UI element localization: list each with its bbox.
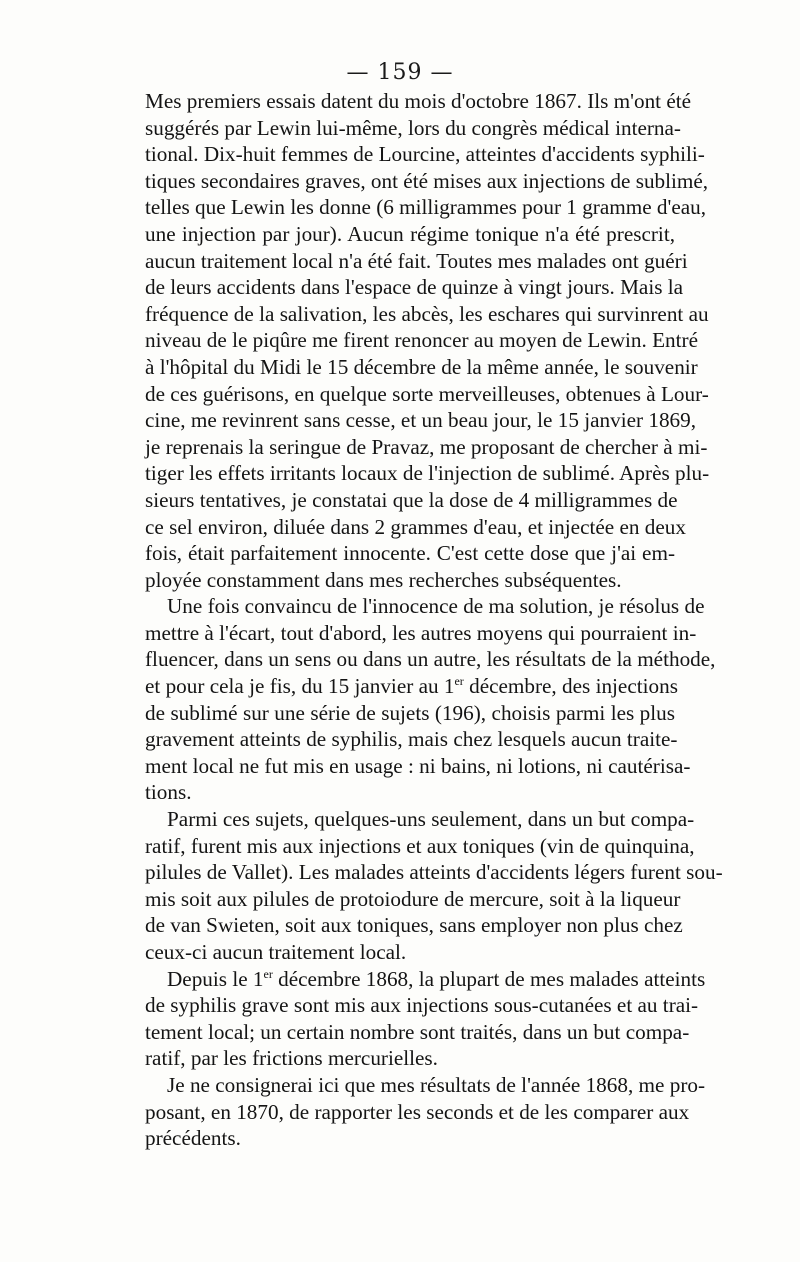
text-line: ment local ne fut mis en usage : ni bains, ni lotions, ni cautérisa- bbox=[145, 753, 691, 778]
text-line: niveau de le piqûre me firent renoncer au moyen de Lewin. Entré bbox=[145, 328, 698, 353]
text-line: tement local; un certain nombre sont traités, dans un but compa- bbox=[145, 1019, 690, 1044]
text-line: pilules de Vallet). Les malades atteints d'accidents légers furent sou- bbox=[145, 860, 723, 885]
text-line: ce sel environ, diluée dans 2 grammes d'eau, et injectée en deux bbox=[145, 514, 686, 539]
text-line: tiques secondaires graves, ont été mises aux injections de sublimé, bbox=[145, 168, 709, 193]
text-line: Mes premiers essais datent du mois d'octobre 1867. Ils m'ont été bbox=[145, 89, 692, 113]
text-line: suggérés par Lewin lui-même, lors du congrès médical interna- bbox=[145, 115, 681, 140]
text-line: Une fois convaincu de l'innocence de ma solution, je résolus de bbox=[167, 594, 705, 619]
paragraph bbox=[145, 88, 710, 593]
text-line: telles que Lewin les donne (6 milligrammes pour 1 gramme d'eau, bbox=[145, 195, 707, 220]
text-line: de ces guérisons, en quelque sorte merveilleuses, obtenues à Lour- bbox=[145, 381, 709, 406]
text-line: de leurs accidents dans l'espace de quinze à vingt jours. Mais la bbox=[145, 275, 684, 300]
text-line: mettre à l'écart, tout d'abord, les autres moyens qui pourraient in- bbox=[145, 620, 697, 645]
text-line: fréquence de la salivation, les abcès, les eschares qui survinrent au bbox=[145, 301, 709, 326]
text-line: Parmi ces sujets, quelques-uns seulement, dans un but compa- bbox=[167, 807, 695, 832]
text-line: posant, en 1870, de rapporter les seconds et de les comparer aux bbox=[145, 1099, 690, 1124]
text-line: de van Swieten, soit aux toniques, sans employer non plus chez bbox=[145, 913, 683, 938]
text-line: cine, me revinrent sans cesse, et un beau jour, le 15 janvier 1869, bbox=[145, 408, 697, 433]
text-line: ployée constamment dans mes recherches subséquentes. bbox=[145, 567, 622, 592]
paragraph bbox=[145, 1072, 706, 1152]
text-line: fluencer, dans un sens ou dans un autre, les résultats de la méthode, bbox=[145, 647, 716, 672]
text-line: ceux-ci aucun traitement local. bbox=[145, 940, 407, 964]
text-line: tions. bbox=[145, 780, 192, 805]
body-text bbox=[145, 88, 723, 1152]
text-line: de syphilis grave sont mis aux injections sous-cutanées et au trai- bbox=[145, 993, 699, 1018]
text-line: fois, était parfaitement innocente. C'est cette dose que j'ai em- bbox=[145, 541, 675, 566]
text-line: à l'hôpital du Midi le 15 décembre de la même année, le souvenir bbox=[145, 354, 698, 379]
text-line: ratif, par les frictions mercurielles. bbox=[145, 1046, 438, 1071]
text-line: ratif, furent mis aux injections et aux toniques (vin de quinquina, bbox=[145, 833, 695, 858]
paragraph bbox=[145, 593, 716, 806]
paragraph bbox=[145, 966, 706, 1072]
text-line: Depuis le 1er décembre 1868, la plupart de mes malades atteints bbox=[167, 966, 706, 991]
page-number: — 159 — bbox=[346, 60, 454, 85]
text-line: mis soit aux pilules de protoiodure de mercure, soit à la liqueur bbox=[145, 886, 681, 911]
text-line: Je ne consignerai ici que mes résultats de l'année 1868, me pro- bbox=[167, 1072, 706, 1097]
text-line: aucun traitement local n'a été fait. Toutes mes malades ont guéri bbox=[145, 248, 688, 273]
text-line: tiger les effets irritants locaux de l'injection de sublimé. Après plu- bbox=[145, 461, 710, 486]
text-line: de sublimé sur une série de sujets (196), choisis parmi les plus bbox=[145, 700, 675, 725]
text-line: gravement atteints de syphilis, mais chez lesquels aucun traite- bbox=[145, 727, 678, 752]
text-line: une injection par jour). Aucun régime tonique n'a été prescrit, bbox=[145, 221, 675, 246]
text-line: sieurs tentatives, je constatai que la dose de 4 milligrammes de bbox=[145, 487, 678, 512]
text-line: et pour cela je fis, du 15 janvier au 1er décembre, des injections bbox=[145, 674, 678, 699]
paragraph bbox=[145, 806, 723, 966]
text-line: tional. Dix-huit femmes de Lourcine, atteintes d'accidents syphili- bbox=[145, 142, 705, 167]
text-line: je reprenais la seringue de Pravaz, me proposant de chercher à mi- bbox=[145, 434, 708, 459]
text-line: précédents. bbox=[145, 1126, 241, 1151]
